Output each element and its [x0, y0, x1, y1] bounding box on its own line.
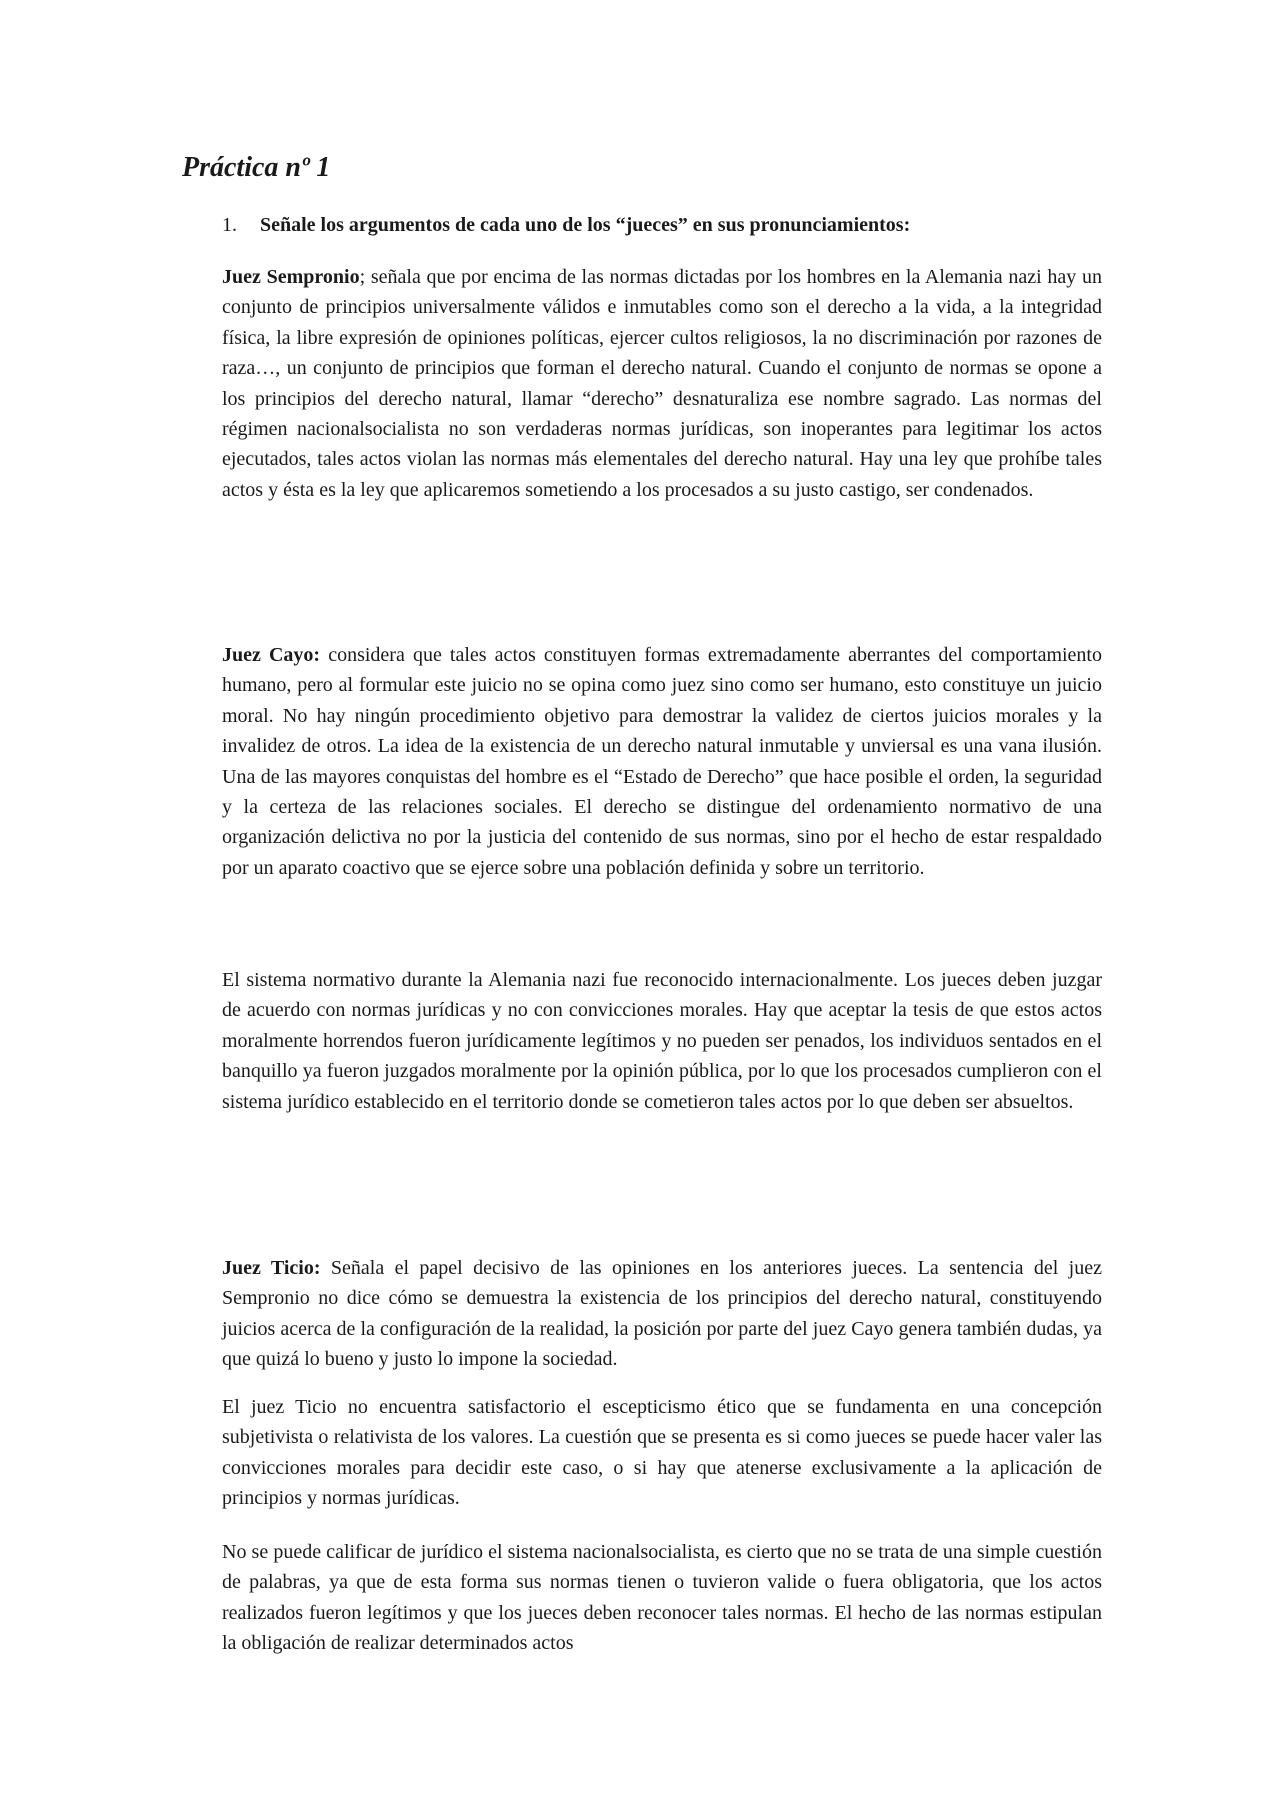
paragraph-juez-ticio-continued: [222, 1392, 1102, 1514]
question-number: 1.: [222, 214, 237, 236]
question-text: Señale los argumentos de cada uno de los “jueces” en sus pronunciamientos:: [260, 214, 911, 236]
paragraph-text: El sistema normativo durante la Alemania nazi fue reconocido internacionalmente. Los jueces deben juzgar de acuerdo con normas jurídicas y no con convicciones morales. Hay que aceptar la tesis de que estos actos moralmente horrendos fueron jurídicamente legítimos y no pueden ser penados, los individuos sentados en el banquillo ya fueron juzgados moralmente por la opinión pública, por lo que los procesados cumplieron con el sistema jurídico establecido en el territorio donde se cometieron tales actos por lo que deben ser absueltos.: [222, 969, 1102, 1113]
paragraph-text: Señala el papel decisivo de las opiniones en los anteriores jueces. La sentencia del juez Sempronio no dice cómo se demuestra la existencia de los principios del derecho natural, constituyendo juicios acerca de la configuración de la realidad, la posición por parte del juez Cayo genera también dudas, ya que quizá lo bueno y justo lo impone la sociedad.: [222, 1257, 1102, 1371]
paragraph-text: No se puede calificar de jurídico el sistema nacionalsocialista, es cierto que no se trata de una simple cuestión de palabras, ya que de esta forma sus normas tienen o tuvieron valide o fuera obligatoria, que los actos realizados fueron legítimos y que los jueces deben reconocer tales normas. El hecho de las normas estipulan la obligación de realizar determinados actos: [222, 1541, 1102, 1655]
page-title: Práctica nº 1: [182, 152, 331, 183]
paragraph-juez-ticio-final: [222, 1537, 1102, 1659]
paragraph-text: El juez Ticio no encuentra satisfactorio el escepticismo ético que se fundamenta en una concepción subjetivista o relativista de los valores. La cuestión que se presenta es si como jueces se puede hacer valer las convicciones morales para decidir este caso, o si hay que atenerse exclusivamente a la aplicación de principios y normas jurídicas.: [222, 1396, 1102, 1510]
paragraph-juez-cayo-continued: [222, 965, 1102, 1117]
paragraph-text: considera que tales actos constituyen formas extremadamente aberrantes del comportamiento humano, pero al formular este juicio no se opina como juez sino como ser humano, esto constituye un juicio moral. No hay ningún procedimiento objetivo para demostrar la validez de ciertos juicios morales y la invalidez de otros. La idea de la existencia de un derecho natural inmutable y unviersal es una vana ilusión. Una de las mayores conquistas del hombre es el “Estado de Derecho” que hace posible el orden, la seguridad y la certeza de las relaciones sociales. El derecho se distingue del ordenamiento normativo de una organización delictiva no por la justicia del contenido de sus normas, sino por el hecho de estar respaldado por un aparato coactivo que se ejerce sobre una población definida y sobre un territorio.: [222, 644, 1102, 879]
paragraph-lead: Juez Ticio:: [222, 1257, 321, 1279]
paragraph-juez-ticio: [222, 1253, 1102, 1375]
paragraph-lead: Juez Cayo:: [222, 644, 321, 666]
paragraph-juez-sempronio: [222, 262, 1102, 505]
paragraph-text: ; señala que por encima de las normas dictadas por los hombres en la Alemania nazi hay un conjunto de principios universalmente válidos e inmutables como son el derecho a la vida, a la integridad física, la libre expresión de opiniones políticas, ejercer cultos religiosos, la no discriminación por razones de raza…, un conjunto de principios que forman el derecho natural. Cuando el conjunto de normas se opone a los principios del derecho natural, llamar “derecho” desnaturaliza ese nombre sagrado. Las normas del régimen nacionalsocialista no son verdaderas normas jurídicas, son inoperantes para legitimar los actos ejecutados, tales actos violan las normas más elementales del derecho natural. Hay una ley que prohíbe tales actos y ésta es la ley que aplicaremos sometiendo a los procesados a su justo castigo, ser condenados.: [222, 266, 1103, 501]
paragraph-juez-cayo: [222, 640, 1102, 883]
paragraph-lead: Juez Sempronio: [222, 266, 360, 288]
question-item: [222, 210, 1102, 240]
